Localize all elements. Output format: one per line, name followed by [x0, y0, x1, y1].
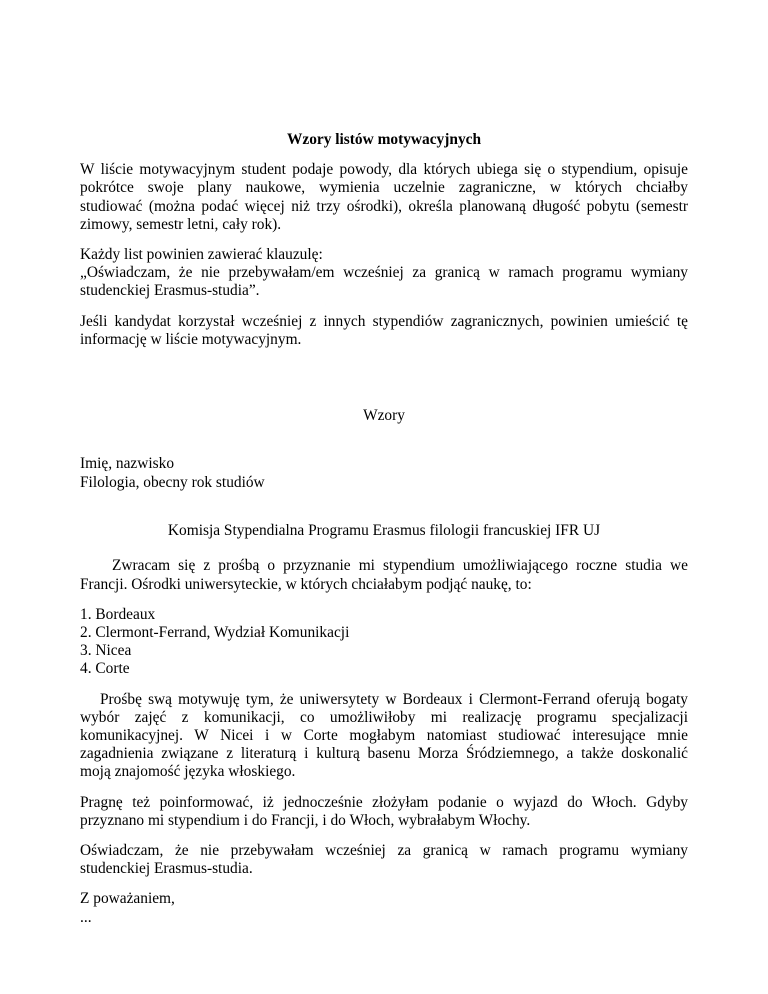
sender-line: Filologia, obecny rok studiów — [80, 473, 265, 491]
other-scholarships-line: informację w liście motywacyjnym. — [80, 330, 302, 348]
motivation-line: Prośbę swą motywuję tym, że uniwersytety w Bordeaux i Clermont-Ferrand oferują bogaty — [100, 690, 688, 708]
section-heading: Wzory — [363, 406, 405, 424]
clause-line: „Oświadczam, że nie przebywałam/em wcześniej za granicą w ramach programu wymiany — [80, 264, 688, 282]
request-line: Zwracam się z prośbą o przyznanie mi stypendium umożliwiającego roczne studia we — [112, 557, 688, 575]
declaration-line: studenckiej Erasmus-studia. — [80, 860, 253, 878]
clause-line: studenckiej Erasmus-studia”. — [80, 282, 260, 300]
motivation-line: moją znajomość języka włoskiego. — [80, 763, 296, 781]
motivation-line: wybór zajęć z komunikacji, co umożliwiłoby mi realizację programu specjalizacji — [80, 708, 688, 726]
motivation-line: komunikacyjnej. W Nicei i w Corte mogłabym natomiast studiować interesujące mnie — [80, 726, 688, 744]
addressee: Komisja Stypendialna Programu Erasmus filologii francuskiej IFR UJ — [167, 521, 601, 539]
motivation-line: zagadnienia związane z literaturą i kulturą basenu Morza Śródziemnego, a także doskonalić — [80, 745, 688, 763]
intro-line: pokrótce swoje plany naukowe, wymienia uczelnie zagraniczne, w których chciałby — [80, 179, 688, 197]
list-item: 3. Nicea — [80, 642, 132, 660]
closing: Z poważaniem, — [80, 890, 175, 908]
signature: ... — [80, 908, 92, 926]
list-item: 2. Clermont-Ferrand, Wydział Komunikacji — [80, 624, 350, 641]
clause-intro: Każdy list powinien zawierać klauzulę: — [80, 246, 323, 264]
italy-note-line: Pragnę też poinformować, iż jednocześnie złożyłam podanie o wyjazd do Włoch. Gdyby — [80, 793, 688, 811]
list-item: 1. Bordeaux — [80, 605, 156, 623]
declaration-line: Oświadczam, że nie przebywałam wcześniej za granicą w ramach programu wymiany — [80, 841, 688, 859]
sender-line: Imię, nazwisko — [80, 455, 175, 473]
italy-note-line: przyznano mi stypendium i do Francji, i do Włoch, wybrałabym Włochy. — [80, 811, 531, 829]
intro-line: studiować (można podać więcej niż trzy ośrodki), określa planowaną długość pobytu (semestr — [80, 197, 688, 215]
intro-line: zimowy, semestr letni, cały rok). — [80, 215, 282, 233]
document-title: Wzory listów motywacyjnych — [286, 131, 482, 148]
request-line: Francji. Ośrodki uniwersyteckie, w których chciałabym podjąć naukę, to: — [80, 575, 532, 593]
intro-line: W liście motywacyjnym student podaje powody, dla których ubiega się o stypendium, opisuje — [80, 161, 688, 179]
other-scholarships-line: Jeśli kandydat korzystał wcześniej z innych stypendiów zagranicznych, powinien umieścić tę — [80, 312, 688, 330]
list-item: 4. Corte — [80, 660, 130, 678]
